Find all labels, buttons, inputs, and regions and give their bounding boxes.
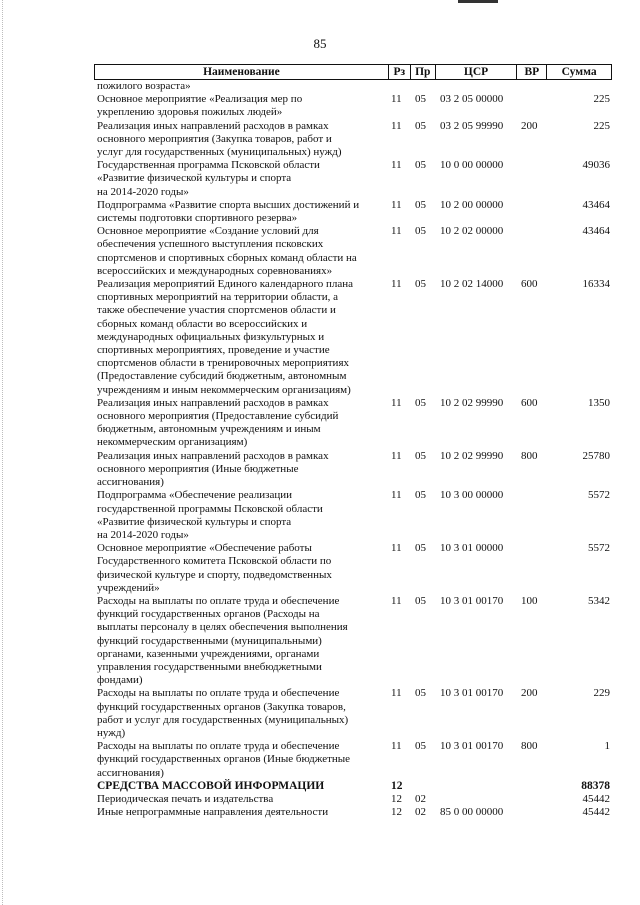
- row-csr: 85 0 00 00000: [440, 806, 504, 819]
- row-name: [94, 780, 388, 793]
- row-name-line: также обеспечение участия спортсменов области и: [97, 304, 336, 317]
- header-rz: Рз: [388, 65, 410, 79]
- row-name: [94, 687, 388, 740]
- row-vr: 200: [521, 119, 538, 132]
- row-csr: 10 2 02 99990: [440, 396, 504, 409]
- row-sum: 229: [593, 687, 610, 700]
- table-row: [94, 225, 612, 278]
- row-csr: 10 2 00 00000: [440, 198, 504, 211]
- row-rz: 11: [391, 594, 402, 607]
- row-rz: 11: [391, 687, 402, 700]
- row-rz: 12: [391, 792, 402, 805]
- row-name: [94, 199, 388, 225]
- row-sum: 16334: [582, 278, 610, 291]
- row-name: [94, 159, 388, 199]
- row-pr: 02: [415, 806, 426, 819]
- row-name-line: Основное мероприятие «Реализация мер по: [97, 93, 303, 106]
- row-pr: 05: [415, 225, 426, 238]
- row-name-line: Расходы на выплаты по оплате труда и обеспечение: [97, 594, 340, 607]
- row-rz: 11: [391, 542, 402, 555]
- row-vr: [517, 199, 547, 225]
- row-name-line: органами, казенными учреждениями, органами: [97, 647, 320, 660]
- row-sum: 88378: [581, 779, 610, 792]
- row-name-line: Иные непрограммные направления деятельности: [97, 806, 329, 819]
- row-vr: [517, 489, 547, 542]
- row-name-line: всероссийских и международных соревнованиях»: [97, 264, 333, 277]
- row-rz: 11: [391, 159, 402, 172]
- table-row: [94, 450, 612, 490]
- row-sum: 45442: [582, 806, 610, 819]
- row-vr: [517, 80, 547, 93]
- table-row: [94, 120, 612, 160]
- row-name-line: ассигнования): [97, 476, 164, 489]
- row-name-line: физической культуре и спорту, подведомственных: [97, 568, 332, 581]
- row-name-line: спортсменов и спортивных сборных команд области на: [97, 251, 357, 264]
- row-sum: 25780: [582, 449, 610, 462]
- row-csr: 10 2 02 99990: [440, 449, 504, 462]
- row-csr: 10 2 02 14000: [440, 278, 504, 291]
- row-csr: 10 0 00 00000: [440, 159, 504, 172]
- row-name: [94, 793, 388, 806]
- table-header: [94, 64, 612, 80]
- row-rz: 11: [391, 198, 402, 211]
- row-pr: 05: [415, 449, 426, 462]
- table-row: [94, 489, 612, 542]
- row-name-line: услуг для государственных (муниципальных) нужд): [97, 146, 342, 159]
- row-name-line: учреждений»: [97, 581, 160, 594]
- row-sum: 5572: [588, 542, 610, 555]
- row-vr: [517, 793, 547, 806]
- table-row: [94, 780, 612, 793]
- row-name-line: «Развитие физической культуры и спорта: [97, 172, 292, 185]
- row-name-line: сборных команд области во всероссийских и: [97, 317, 308, 330]
- row-name-line: Основное мероприятие «Обеспечение работы: [97, 542, 312, 555]
- row-sum: 1: [604, 740, 610, 753]
- row-sum: [547, 80, 612, 93]
- row-pr: 05: [415, 278, 426, 291]
- row-name-line: на 2014-2020 годы»: [97, 185, 189, 198]
- row-name-line: управления государственными внебюджетными: [97, 660, 322, 673]
- row-name: [94, 542, 388, 595]
- table-row: [94, 93, 612, 119]
- row-rz: [388, 80, 410, 93]
- row-csr: [435, 793, 517, 806]
- row-vr: [517, 93, 547, 119]
- table-row: [94, 542, 612, 595]
- row-name-line: обеспечения успешного выступления псковских: [97, 238, 324, 251]
- row-name: [94, 93, 388, 119]
- row-rz: 11: [391, 449, 402, 462]
- row-csr: 10 3 01 00000: [440, 542, 504, 555]
- row-pr: 05: [415, 119, 426, 132]
- row-name-line: системы подготовки спортивного резерва»: [97, 212, 298, 225]
- table-row: [94, 199, 612, 225]
- row-vr: [517, 542, 547, 595]
- row-csr: 10 3 01 00170: [440, 740, 504, 753]
- row-name-line: «Развитие физической культуры и спорта: [97, 515, 292, 528]
- row-name-line: бюджетным, автономным учреждениям и иным: [97, 423, 321, 436]
- row-name-line: Расходы на выплаты по оплате труда и обеспечение: [97, 687, 340, 700]
- row-csr: 03 2 05 00000: [440, 93, 504, 106]
- budget-table: [94, 64, 612, 819]
- row-sum: 1350: [588, 396, 610, 409]
- row-sum: 49036: [582, 159, 610, 172]
- row-rz: 11: [391, 740, 402, 753]
- row-name-line: работ и услуг для государственных (муниципальных): [97, 713, 349, 726]
- row-pr: 05: [415, 93, 426, 106]
- header-sum: Сумма: [546, 65, 611, 79]
- row-name-line: функций государственных органов (Иные бюджетные: [97, 753, 351, 766]
- row-name: [94, 120, 388, 160]
- row-sum: 5342: [588, 594, 610, 607]
- row-pr: 05: [415, 687, 426, 700]
- row-pr: [410, 780, 435, 793]
- row-name: [94, 489, 388, 542]
- header-csr: ЦСР: [435, 65, 517, 79]
- row-name-line: укреплению здоровья пожилых людей»: [97, 106, 283, 119]
- row-pr: 02: [415, 792, 426, 805]
- row-rz: 11: [391, 396, 402, 409]
- row-name-line: на 2014-2020 годы»: [97, 528, 189, 541]
- row-name-line: международных официальных физкультурных и: [97, 330, 325, 343]
- row-name-line: функций государственными (муниципальными): [97, 634, 322, 647]
- row-name-line: Реализация иных направлений расходов в рамках: [97, 396, 329, 409]
- row-name-line: учреждениям и иным некоммерческим организациям): [97, 383, 351, 396]
- row-sum: 225: [593, 93, 610, 106]
- header-vr: ВР: [516, 65, 546, 79]
- table-row: [94, 740, 612, 780]
- row-name-line: основного мероприятия (Иные бюджетные: [97, 462, 299, 475]
- row-name-line: основного мероприятия (Закупка товаров, работ и: [97, 132, 332, 145]
- row-name-line: Государственная программа Псковской области: [97, 159, 320, 172]
- row-name-line: нужд): [97, 726, 126, 739]
- row-name-line: Реализация иных направлений расходов в рамках: [97, 449, 329, 462]
- row-sum: 43464: [582, 225, 610, 238]
- row-vr: [517, 806, 547, 819]
- row-name-line: (Предоставление субсидий бюджетным, автономным: [97, 370, 347, 383]
- row-vr: [517, 225, 547, 278]
- row-name-line: Подпрограмма «Обеспечение реализации: [97, 489, 292, 502]
- row-name: [94, 450, 388, 490]
- table-row: [94, 595, 612, 687]
- row-vr: 200: [521, 687, 538, 700]
- row-pr: 05: [415, 396, 426, 409]
- row-name-line: выплаты персоналу в целях обеспечения выполнения: [97, 621, 348, 634]
- row-name: [94, 278, 388, 397]
- row-name-line: фондами): [97, 674, 143, 687]
- row-vr: [517, 159, 547, 199]
- table-body: [94, 80, 612, 819]
- table-row: [94, 793, 612, 806]
- row-name-line: Подпрограмма «Развитие спорта высших достижений и: [97, 198, 360, 211]
- row-sum: 45442: [582, 792, 610, 805]
- row-name-line: ассигнования): [97, 766, 164, 779]
- row-name-line: Реализация мероприятий Единого календарного плана: [97, 278, 354, 291]
- row-vr: 600: [521, 278, 538, 291]
- row-name-line: Реализация иных направлений расходов в рамках: [97, 119, 329, 132]
- row-name-line: спортивных мероприятий на территории области, а: [97, 291, 338, 304]
- row-rz: 11: [391, 225, 402, 238]
- header-pr: Пр: [410, 65, 435, 79]
- row-name-line: некоммерческим организациям): [97, 436, 248, 449]
- row-pr: [410, 80, 435, 93]
- row-name-line: функций государственных органов (Расходы на: [97, 608, 320, 621]
- row-vr: 100: [521, 594, 538, 607]
- row-name: [94, 397, 388, 450]
- row-name-line: спортсменов области в тренировочных мероприятиях: [97, 357, 350, 370]
- row-pr: 05: [415, 198, 426, 211]
- row-vr: 600: [521, 396, 538, 409]
- scan-mark: [458, 0, 498, 3]
- row-name-line: Расходы на выплаты по оплате труда и обеспечение: [97, 740, 340, 753]
- row-csr: 10 2 02 00000: [440, 225, 504, 238]
- row-name-line: основного мероприятия (Предоставление субсидий: [97, 410, 339, 423]
- row-name-line: Основное мероприятие «Создание условий для: [97, 225, 319, 238]
- row-rz: 12: [391, 779, 403, 792]
- row-pr: 05: [415, 159, 426, 172]
- row-name-line: функций государственных органов (Закупка товаров,: [97, 700, 346, 713]
- row-name-line: спортивных мероприятиях, проведение и участие: [97, 344, 330, 357]
- row-name: [94, 595, 388, 687]
- row-csr: 10 3 01 00170: [440, 687, 504, 700]
- row-sum: 225: [593, 119, 610, 132]
- page-number: 85: [313, 36, 327, 51]
- row-name-line: пожилого возраста»: [97, 80, 191, 92]
- row-rz: 11: [391, 489, 402, 502]
- row-csr: [435, 780, 517, 793]
- row-name-line: Периодическая печать и издательства: [97, 792, 274, 805]
- table-row: [94, 397, 612, 450]
- table-row: [94, 687, 612, 740]
- row-name: [94, 740, 388, 780]
- row-csr: [435, 80, 517, 93]
- row-name: [94, 80, 388, 93]
- row-rz: 11: [391, 119, 402, 132]
- row-name-line: СРЕДСТВА МАССОВОЙ ИНФОРМАЦИИ: [97, 779, 325, 792]
- table-row: [94, 159, 612, 199]
- header-name: Наименование: [203, 66, 280, 78]
- table-row: [94, 806, 612, 819]
- row-vr: [517, 780, 547, 793]
- row-pr: 05: [415, 594, 426, 607]
- row-pr: 05: [415, 740, 426, 753]
- table-row: [94, 80, 612, 93]
- scan-edge: [2, 0, 3, 905]
- row-rz: 12: [391, 806, 402, 819]
- row-csr: 03 2 05 99990: [440, 119, 504, 132]
- row-rz: 11: [391, 93, 402, 106]
- table-row: [94, 278, 612, 397]
- row-name: [94, 225, 388, 278]
- row-name: [94, 806, 388, 819]
- row-rz: 11: [391, 278, 402, 291]
- row-vr: 800: [521, 449, 538, 462]
- row-pr: 05: [415, 542, 426, 555]
- row-name-line: Государственного комитета Псковской области по: [97, 555, 332, 568]
- row-csr: 10 3 01 00170: [440, 594, 504, 607]
- row-sum: 5572: [588, 489, 610, 502]
- row-pr: 05: [415, 489, 426, 502]
- row-csr: 10 3 00 00000: [440, 489, 504, 502]
- row-sum: 43464: [582, 198, 610, 211]
- row-name-line: государственной программы Псковской области: [97, 502, 323, 515]
- row-vr: 800: [521, 740, 538, 753]
